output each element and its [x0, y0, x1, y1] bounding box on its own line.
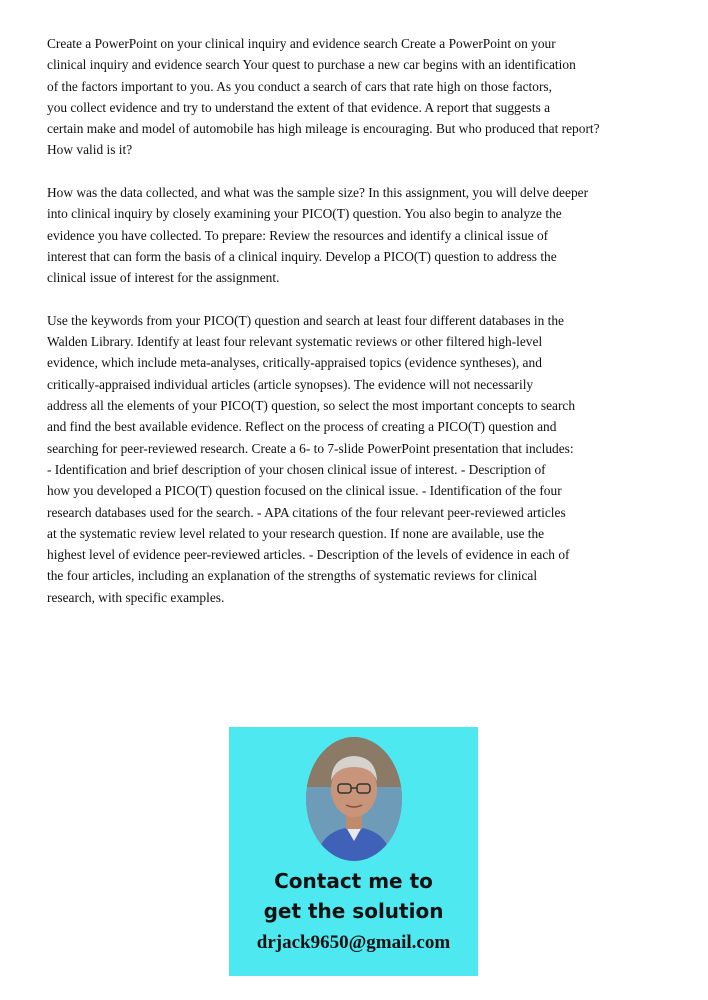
text-line: into clinical inquiry by closely examining your PICO(T) question. You also begin to analyze the: [47, 206, 562, 222]
text-line: address all the elements of your PICO(T) question, so select the most important concepts to search: [47, 398, 576, 414]
paragraph-1: [47, 33, 647, 161]
text-line: how you developed a PICO(T) question focused on the clinical issue. - Identification of the four: [47, 483, 562, 499]
text-line: critically-appraised individual articles (article synopses). The evidence will not necessarily: [47, 376, 534, 392]
paragraph-2: [47, 182, 647, 288]
cta-line-2: get the solution: [263, 899, 444, 923]
text-line: How valid is it?: [47, 142, 133, 158]
text-line: Walden Library. Identify at least four relevant systematic reviews or other filtered high-level: [47, 334, 543, 350]
person-photo-icon: [306, 737, 402, 861]
text-line: clinical inquiry and evidence search Your quest to purchase a new car begins with an identification: [47, 57, 576, 73]
paragraph-3: [47, 310, 647, 608]
text-line: and find the best available evidence. Reflect on the process of creating a PICO(T) question and: [47, 419, 557, 435]
text-line: searching for peer-reviewed research. Create a 6- to 7-slide PowerPoint presentation that includes:: [47, 440, 574, 456]
document-body: [47, 33, 647, 629]
contact-call-to-action: [229, 866, 478, 926]
text-line: evidence you have collected. To prepare: Review the resources and identify a clinical issue of: [47, 227, 549, 243]
text-line: of the factors important to you. As you conduct a search of cars that rate high on those factors,: [47, 78, 552, 94]
author-portrait: [306, 737, 402, 861]
text-line: at the systematic review level related to your research question. If none are available, use the: [47, 525, 545, 541]
text-line: research databases used for the search. - APA citations of the four relevant peer-reviewed articles: [47, 504, 566, 520]
text-line: Use the keywords from your PICO(T) question and search at least four different databases in the: [47, 312, 564, 328]
contact-promo-banner: [229, 727, 478, 976]
text-line: the four articles, including an explanation of the strengths of systematic reviews for clinical: [47, 568, 538, 584]
text-line: you collect evidence and try to understand the extent of that evidence. A report that suggests a: [47, 99, 551, 115]
text-line: research, with specific examples.: [47, 589, 225, 605]
text-line: Create a PowerPoint on your clinical inquiry and evidence search Create a PowerPoint on your: [47, 36, 556, 51]
text-line: - Identification and brief description of your chosen clinical issue of interest. - Description of: [47, 461, 546, 477]
text-line: certain make and model of automobile has high mileage is encouraging. But who produced that report?: [47, 121, 600, 137]
text-line: How was the data collected, and what was the sample size? In this assignment, you will delve deeper: [47, 185, 589, 201]
text-line: evidence, which include meta-analyses, critically-appraised topics (evidence syntheses), and: [47, 355, 542, 371]
text-line: interest that can form the basis of a clinical inquiry. Develop a PICO(T) question to address the: [47, 248, 557, 264]
text-line: highest level of evidence peer-reviewed articles. - Description of the levels of evidence in each of: [47, 547, 570, 563]
text-line: clinical issue of interest for the assignment.: [47, 270, 280, 286]
cta-line-1: Contact me to: [274, 869, 433, 893]
contact-email[interactable]: drjack9650@gmail.com: [256, 932, 451, 953]
